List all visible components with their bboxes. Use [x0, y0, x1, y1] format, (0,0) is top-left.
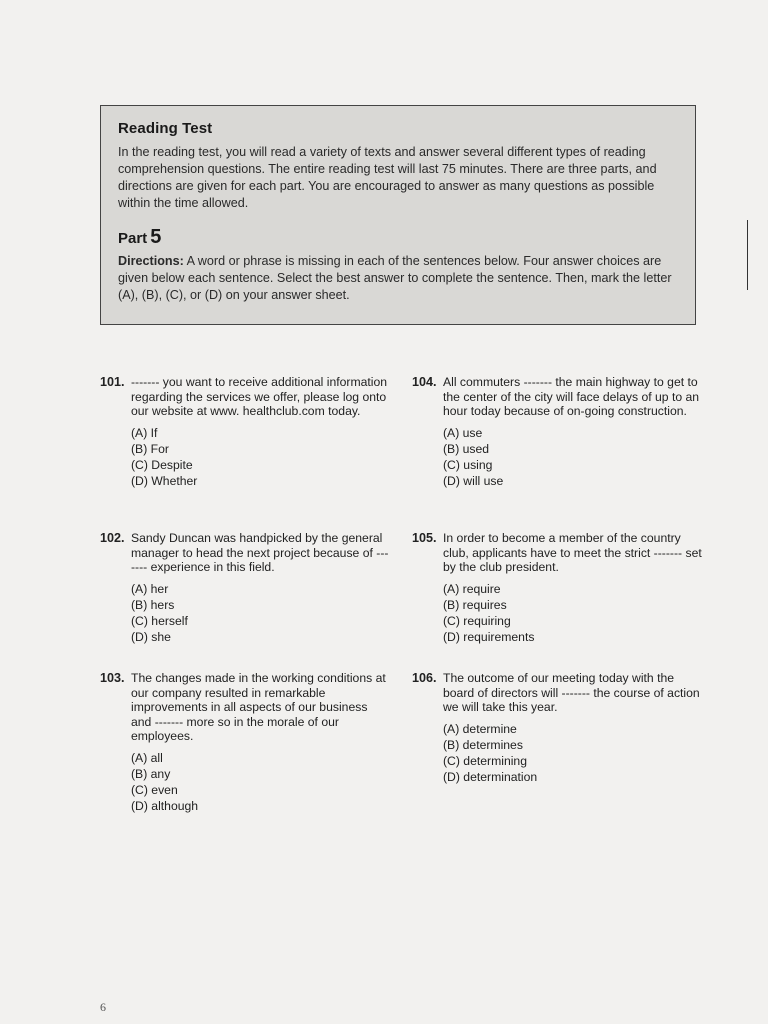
option-b: (B) determines [443, 737, 523, 752]
part-heading [118, 226, 679, 249]
reading-test-intro: In the reading test, you will read a variety of texts and answer several different types of reading comprehension questions. The entire reading test will last 75 minutes. There are three parts, and directions are given for each part. You are encouraged to answer as many questions as possible within the time allowed. [118, 145, 657, 210]
answer-options [443, 581, 702, 645]
answer-options [131, 750, 390, 814]
question-number: 103. [100, 671, 125, 685]
option-a: (A) determine [443, 721, 517, 736]
option-b: (B) requires [443, 597, 507, 612]
question-text: The outcome of our meeting today with the board of directors will ------- the course of action we will take this year. [443, 671, 700, 714]
answer-options [131, 425, 390, 489]
directions-text: A word or phrase is missing in each of the sentences below. Four answer choices are given below each sentence. Select the best answer to complete the sentence. Then, mark the letter (A), (B), (C), or (D) on your answer sheet. [118, 254, 672, 302]
question-number: 102. [100, 531, 125, 545]
question-text: All commuters ------- the main highway to get to the center of the city will face delays of up to an hour today because of on-going construction. [443, 375, 700, 418]
option-b: (B) used [443, 441, 490, 456]
option-d: (D) determination [443, 769, 538, 784]
answer-options [443, 721, 702, 785]
option-d: (D) she [131, 629, 171, 644]
option-b: (B) hers [131, 597, 175, 612]
question-105 [412, 531, 702, 645]
question-number: 106. [412, 671, 437, 685]
option-a: (A) If [131, 425, 158, 440]
option-d: (D) requirements [443, 629, 535, 644]
option-d: (D) although [131, 798, 199, 813]
question-text: ------- you want to receive additional information regarding the services we offer, please log onto our website at www. healthclub.com today. [131, 375, 388, 418]
option-a: (A) require [443, 581, 501, 596]
question-101 [100, 375, 390, 489]
question-106 [412, 671, 702, 785]
reading-test-header-box [100, 105, 696, 325]
option-a: (A) all [131, 750, 163, 765]
question-text: In order to become a member of the country club, applicants have to meet the strict ------- set by the club president. [443, 531, 702, 574]
option-d: (D) Whether [131, 473, 198, 488]
option-c: (C) even [131, 782, 178, 797]
question-number: 105. [412, 531, 437, 545]
part-number: 5 [150, 226, 162, 248]
option-c: (C) herself [131, 613, 188, 628]
question-text: The changes made in the working conditions at our company resulted in remarkable improvements in all aspects of our business and ------- more so in the morale of our employees. [131, 671, 386, 743]
question-number: 104. [412, 375, 437, 389]
option-d: (D) will use [443, 473, 504, 488]
option-b: (B) any [131, 766, 171, 781]
option-c: (C) Despite [131, 457, 193, 472]
answer-options [443, 425, 702, 489]
option-a: (A) use [443, 425, 483, 440]
question-number: 101. [100, 375, 125, 389]
option-a: (A) her [131, 581, 169, 596]
option-c: (C) requiring [443, 613, 511, 628]
page-number: 6 [100, 1000, 106, 1014]
question-104 [412, 375, 702, 489]
option-c: (C) determining [443, 753, 527, 768]
scan-edge-mark [747, 220, 748, 290]
question-103 [100, 671, 390, 814]
option-b: (B) For [131, 441, 169, 456]
answer-options [131, 581, 390, 645]
directions-paragraph [118, 253, 679, 304]
question-text: Sandy Duncan was handpicked by the general manager to head the next project because of ------- experience in this field. [131, 531, 389, 574]
option-c: (C) using [443, 457, 493, 472]
part-label: Part [118, 230, 148, 247]
reading-test-title: Reading Test [118, 120, 213, 137]
directions-label: Directions: [118, 254, 184, 268]
question-102 [100, 531, 390, 645]
